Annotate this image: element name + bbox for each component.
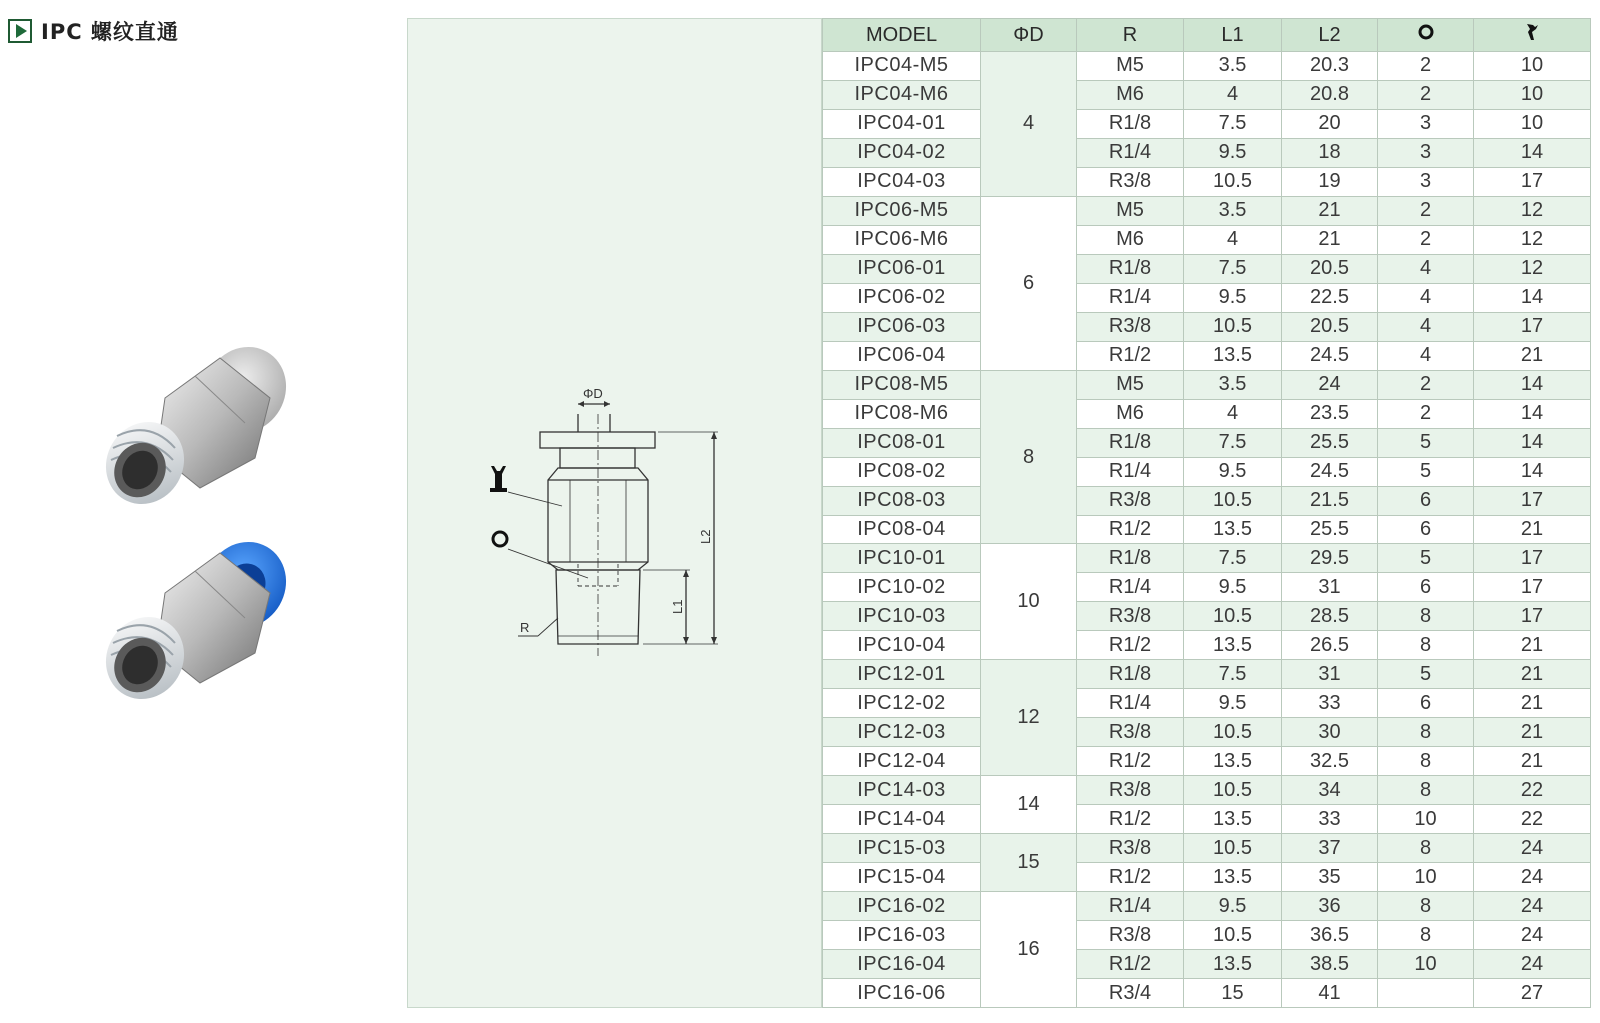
cell-l2: 20.5 bbox=[1282, 254, 1378, 283]
cell-l1: 10.5 bbox=[1184, 776, 1282, 805]
cell-o-ring: 2 bbox=[1378, 225, 1474, 254]
cell-diameter: 15 bbox=[981, 834, 1077, 892]
cell-model: IPC06-M6 bbox=[823, 225, 981, 254]
cell-thread: R3/8 bbox=[1077, 921, 1184, 950]
cell-l2: 31 bbox=[1282, 573, 1378, 602]
cell-model: IPC14-04 bbox=[823, 805, 981, 834]
cell-l1: 13.5 bbox=[1184, 747, 1282, 776]
cell-wrench: 21 bbox=[1474, 515, 1591, 544]
table-row bbox=[823, 602, 1591, 631]
cell-l2: 20 bbox=[1282, 109, 1378, 138]
cell-o-ring: 5 bbox=[1378, 544, 1474, 573]
cell-l2: 37 bbox=[1282, 834, 1378, 863]
table-row bbox=[823, 776, 1591, 805]
cell-l2: 26.5 bbox=[1282, 631, 1378, 660]
label-l1: L1 bbox=[670, 599, 685, 614]
table-row bbox=[823, 109, 1591, 138]
o-ring-icon bbox=[493, 532, 507, 546]
label-phi-d: ΦD bbox=[583, 386, 603, 401]
cell-l2: 24 bbox=[1282, 370, 1378, 399]
cell-l1: 9.5 bbox=[1184, 689, 1282, 718]
cell-l1: 7.5 bbox=[1184, 660, 1282, 689]
cell-l1: 4 bbox=[1184, 80, 1282, 109]
cell-wrench: 17 bbox=[1474, 544, 1591, 573]
cell-l1: 7.5 bbox=[1184, 428, 1282, 457]
cell-o-ring: 4 bbox=[1378, 283, 1474, 312]
cell-model: IPC08-02 bbox=[823, 457, 981, 486]
cell-thread: M5 bbox=[1077, 196, 1184, 225]
cell-thread: M6 bbox=[1077, 399, 1184, 428]
cell-model: IPC12-02 bbox=[823, 689, 981, 718]
cell-l2: 29.5 bbox=[1282, 544, 1378, 573]
cell-model: IPC08-M5 bbox=[823, 370, 981, 399]
cell-model: IPC08-03 bbox=[823, 486, 981, 515]
cell-o-ring: 6 bbox=[1378, 573, 1474, 602]
cell-o-ring: 8 bbox=[1378, 631, 1474, 660]
label-l2: L2 bbox=[698, 529, 713, 544]
cell-l1: 9.5 bbox=[1184, 573, 1282, 602]
cell-diameter: 12 bbox=[981, 660, 1077, 776]
cell-l2: 33 bbox=[1282, 805, 1378, 834]
cell-thread: R3/8 bbox=[1077, 776, 1184, 805]
cell-o-ring: 2 bbox=[1378, 370, 1474, 399]
table-row bbox=[823, 515, 1591, 544]
cell-l1: 13.5 bbox=[1184, 515, 1282, 544]
cell-wrench: 12 bbox=[1474, 254, 1591, 283]
cell-l2: 36 bbox=[1282, 892, 1378, 921]
cell-o-ring: 4 bbox=[1378, 312, 1474, 341]
table-row bbox=[823, 805, 1591, 834]
wrench-icon bbox=[490, 466, 507, 492]
cell-l1: 10.5 bbox=[1184, 167, 1282, 196]
cell-thread: R1/2 bbox=[1077, 341, 1184, 370]
cell-wrench: 14 bbox=[1474, 283, 1591, 312]
cell-thread: R1/4 bbox=[1077, 138, 1184, 167]
cell-l1: 4 bbox=[1184, 399, 1282, 428]
cell-wrench: 17 bbox=[1474, 167, 1591, 196]
cell-model: IPC06-01 bbox=[823, 254, 981, 283]
cell-l2: 24.5 bbox=[1282, 457, 1378, 486]
table-header-row bbox=[823, 19, 1591, 52]
cell-l1: 9.5 bbox=[1184, 892, 1282, 921]
cell-wrench: 21 bbox=[1474, 718, 1591, 747]
table-row bbox=[823, 254, 1591, 283]
cell-l2: 41 bbox=[1282, 979, 1378, 1008]
table-row bbox=[823, 689, 1591, 718]
table-body bbox=[823, 52, 1591, 1008]
cell-thread: R1/2 bbox=[1077, 863, 1184, 892]
cell-l1: 10.5 bbox=[1184, 602, 1282, 631]
cell-model: IPC10-04 bbox=[823, 631, 981, 660]
o-ring-icon bbox=[1417, 23, 1435, 41]
cell-o-ring: 4 bbox=[1378, 254, 1474, 283]
cell-l2: 31 bbox=[1282, 660, 1378, 689]
cell-wrench: 14 bbox=[1474, 428, 1591, 457]
cell-thread: R1/8 bbox=[1077, 660, 1184, 689]
cell-l2: 20.3 bbox=[1282, 52, 1378, 81]
cell-l1: 4 bbox=[1184, 225, 1282, 254]
table-row bbox=[823, 138, 1591, 167]
table-row bbox=[823, 573, 1591, 602]
cell-model: IPC10-01 bbox=[823, 544, 981, 573]
cell-wrench: 24 bbox=[1474, 921, 1591, 950]
cell-thread: R3/8 bbox=[1077, 312, 1184, 341]
cell-l2: 28.5 bbox=[1282, 602, 1378, 631]
cell-wrench: 27 bbox=[1474, 979, 1591, 1008]
cell-l2: 24.5 bbox=[1282, 341, 1378, 370]
cell-l2: 19 bbox=[1282, 167, 1378, 196]
cell-thread: M5 bbox=[1077, 370, 1184, 399]
cell-l2: 23.5 bbox=[1282, 399, 1378, 428]
cell-wrench: 10 bbox=[1474, 80, 1591, 109]
cell-l1: 3.5 bbox=[1184, 370, 1282, 399]
cell-o-ring: 5 bbox=[1378, 660, 1474, 689]
cell-o-ring: 8 bbox=[1378, 747, 1474, 776]
cell-model: IPC04-M5 bbox=[823, 52, 981, 81]
cell-model: IPC04-01 bbox=[823, 109, 981, 138]
cell-o-ring: 8 bbox=[1378, 834, 1474, 863]
cell-l1: 13.5 bbox=[1184, 341, 1282, 370]
cell-l2: 38.5 bbox=[1282, 950, 1378, 979]
cell-thread: M6 bbox=[1077, 225, 1184, 254]
cell-o-ring: 8 bbox=[1378, 718, 1474, 747]
cell-l1: 13.5 bbox=[1184, 863, 1282, 892]
table-row bbox=[823, 428, 1591, 457]
cell-diameter: 10 bbox=[981, 544, 1077, 660]
cell-model: IPC14-03 bbox=[823, 776, 981, 805]
cell-o-ring: 8 bbox=[1378, 921, 1474, 950]
cell-o-ring: 6 bbox=[1378, 689, 1474, 718]
cell-l2: 32.5 bbox=[1282, 747, 1378, 776]
fitting-grey-photo bbox=[95, 338, 302, 518]
cell-model: IPC12-04 bbox=[823, 747, 981, 776]
cell-wrench: 10 bbox=[1474, 109, 1591, 138]
spec-table-wrap bbox=[822, 18, 1590, 1008]
cell-model: IPC16-06 bbox=[823, 979, 981, 1008]
cell-l2: 21.5 bbox=[1282, 486, 1378, 515]
cell-wrench: 14 bbox=[1474, 138, 1591, 167]
cell-wrench: 14 bbox=[1474, 370, 1591, 399]
cell-thread: R1/4 bbox=[1077, 573, 1184, 602]
cell-l2: 20.8 bbox=[1282, 80, 1378, 109]
cell-o-ring: 2 bbox=[1378, 52, 1474, 81]
cell-wrench: 12 bbox=[1474, 196, 1591, 225]
cell-model: IPC16-02 bbox=[823, 892, 981, 921]
play-icon bbox=[8, 19, 32, 43]
cell-diameter: 4 bbox=[981, 52, 1077, 197]
table-row bbox=[823, 863, 1591, 892]
cell-wrench: 10 bbox=[1474, 52, 1591, 81]
table-row bbox=[823, 52, 1591, 81]
cell-thread: R3/8 bbox=[1077, 167, 1184, 196]
cell-l2: 21 bbox=[1282, 225, 1378, 254]
cell-wrench: 21 bbox=[1474, 689, 1591, 718]
cell-thread: R1/2 bbox=[1077, 950, 1184, 979]
table-row bbox=[823, 631, 1591, 660]
cell-diameter: 16 bbox=[981, 892, 1077, 1008]
cell-l1: 9.5 bbox=[1184, 283, 1282, 312]
cell-o-ring: 10 bbox=[1378, 805, 1474, 834]
table-row bbox=[823, 225, 1591, 254]
col-wrench bbox=[1474, 19, 1591, 52]
cell-model: IPC06-03 bbox=[823, 312, 981, 341]
cell-wrench: 17 bbox=[1474, 573, 1591, 602]
cell-model: IPC10-03 bbox=[823, 602, 981, 631]
col-model: MODEL bbox=[823, 19, 981, 52]
drawing-panel bbox=[407, 18, 822, 1008]
cell-l2: 21 bbox=[1282, 196, 1378, 225]
cell-o-ring: 10 bbox=[1378, 863, 1474, 892]
table-row bbox=[823, 660, 1591, 689]
cell-diameter: 6 bbox=[981, 196, 1077, 370]
fitting-blue-photo bbox=[95, 527, 302, 713]
col-diameter: ΦD bbox=[981, 19, 1077, 52]
cell-thread: M6 bbox=[1077, 80, 1184, 109]
cell-o-ring: 8 bbox=[1378, 892, 1474, 921]
cell-l1: 10.5 bbox=[1184, 718, 1282, 747]
section-header bbox=[8, 18, 179, 44]
cell-model: IPC16-04 bbox=[823, 950, 981, 979]
cell-thread: R1/8 bbox=[1077, 428, 1184, 457]
cell-model: IPC08-04 bbox=[823, 515, 981, 544]
cell-o-ring: 10 bbox=[1378, 950, 1474, 979]
cell-thread: R3/8 bbox=[1077, 718, 1184, 747]
cell-thread: M5 bbox=[1077, 52, 1184, 81]
cell-l1: 10.5 bbox=[1184, 486, 1282, 515]
cell-thread: R1/4 bbox=[1077, 283, 1184, 312]
cell-wrench: 22 bbox=[1474, 805, 1591, 834]
cell-wrench: 21 bbox=[1474, 631, 1591, 660]
table-row bbox=[823, 457, 1591, 486]
cell-l2: 36.5 bbox=[1282, 921, 1378, 950]
table-row bbox=[823, 834, 1591, 863]
table-row bbox=[823, 486, 1591, 515]
cell-o-ring: 3 bbox=[1378, 138, 1474, 167]
cell-thread: R1/2 bbox=[1077, 631, 1184, 660]
cell-model: IPC08-01 bbox=[823, 428, 981, 457]
cell-l2: 22.5 bbox=[1282, 283, 1378, 312]
cell-o-ring: 6 bbox=[1378, 486, 1474, 515]
cell-wrench: 12 bbox=[1474, 225, 1591, 254]
col-l1: L1 bbox=[1184, 19, 1282, 52]
cell-l1: 3.5 bbox=[1184, 196, 1282, 225]
cell-thread: R3/4 bbox=[1077, 979, 1184, 1008]
cell-l1: 7.5 bbox=[1184, 254, 1282, 283]
cell-wrench: 14 bbox=[1474, 399, 1591, 428]
cell-l1: 15 bbox=[1184, 979, 1282, 1008]
cell-l2: 30 bbox=[1282, 718, 1378, 747]
cell-l2: 20.5 bbox=[1282, 312, 1378, 341]
cell-model: IPC04-02 bbox=[823, 138, 981, 167]
cell-thread: R1/2 bbox=[1077, 515, 1184, 544]
cell-l1: 10.5 bbox=[1184, 312, 1282, 341]
cell-l1: 7.5 bbox=[1184, 109, 1282, 138]
product-photos bbox=[95, 338, 315, 728]
table-row bbox=[823, 718, 1591, 747]
cell-model: IPC12-01 bbox=[823, 660, 981, 689]
spec-table bbox=[822, 18, 1591, 1008]
cell-wrench: 21 bbox=[1474, 341, 1591, 370]
cell-o-ring: 2 bbox=[1378, 80, 1474, 109]
cell-thread: R3/8 bbox=[1077, 486, 1184, 515]
cell-o-ring: 6 bbox=[1378, 515, 1474, 544]
table-row bbox=[823, 979, 1591, 1008]
cell-o-ring bbox=[1378, 979, 1474, 1008]
cell-thread: R1/8 bbox=[1077, 109, 1184, 138]
cell-model: IPC04-M6 bbox=[823, 80, 981, 109]
cell-thread: R1/8 bbox=[1077, 544, 1184, 573]
cell-wrench: 17 bbox=[1474, 312, 1591, 341]
wrench-icon bbox=[1524, 23, 1540, 41]
col-l2: L2 bbox=[1282, 19, 1378, 52]
col-thread: R bbox=[1077, 19, 1184, 52]
cell-wrench: 24 bbox=[1474, 892, 1591, 921]
cell-o-ring: 3 bbox=[1378, 109, 1474, 138]
cell-o-ring: 3 bbox=[1378, 167, 1474, 196]
table-row bbox=[823, 283, 1591, 312]
cell-l1: 9.5 bbox=[1184, 138, 1282, 167]
table-row bbox=[823, 80, 1591, 109]
table-row bbox=[823, 370, 1591, 399]
cell-thread: R1/4 bbox=[1077, 689, 1184, 718]
cell-thread: R1/2 bbox=[1077, 747, 1184, 776]
cell-model: IPC15-03 bbox=[823, 834, 981, 863]
cell-thread: R1/2 bbox=[1077, 805, 1184, 834]
cell-o-ring: 8 bbox=[1378, 776, 1474, 805]
cell-l2: 34 bbox=[1282, 776, 1378, 805]
cell-wrench: 17 bbox=[1474, 602, 1591, 631]
cell-model: IPC15-04 bbox=[823, 863, 981, 892]
cell-wrench: 21 bbox=[1474, 747, 1591, 776]
cell-l2: 33 bbox=[1282, 689, 1378, 718]
cell-thread: R3/8 bbox=[1077, 602, 1184, 631]
cell-thread: R3/8 bbox=[1077, 834, 1184, 863]
cell-o-ring: 5 bbox=[1378, 428, 1474, 457]
cell-model: IPC06-04 bbox=[823, 341, 981, 370]
table-row bbox=[823, 747, 1591, 776]
cell-thread: R1/4 bbox=[1077, 457, 1184, 486]
cell-wrench: 14 bbox=[1474, 457, 1591, 486]
cell-model: IPC10-02 bbox=[823, 573, 981, 602]
page-title: IPC 螺纹直通 bbox=[41, 20, 179, 44]
table-row bbox=[823, 341, 1591, 370]
cell-o-ring: 2 bbox=[1378, 196, 1474, 225]
cell-l1: 3.5 bbox=[1184, 52, 1282, 81]
cell-wrench: 22 bbox=[1474, 776, 1591, 805]
cell-l2: 18 bbox=[1282, 138, 1378, 167]
cell-model: IPC06-02 bbox=[823, 283, 981, 312]
cell-model: IPC04-03 bbox=[823, 167, 981, 196]
table-row bbox=[823, 950, 1591, 979]
table-row bbox=[823, 892, 1591, 921]
label-r: R bbox=[520, 620, 530, 635]
technical-drawing bbox=[478, 374, 738, 664]
cell-o-ring: 2 bbox=[1378, 399, 1474, 428]
cell-wrench: 21 bbox=[1474, 660, 1591, 689]
cell-l1: 13.5 bbox=[1184, 950, 1282, 979]
table-row bbox=[823, 312, 1591, 341]
cell-l1: 7.5 bbox=[1184, 544, 1282, 573]
cell-l1: 9.5 bbox=[1184, 457, 1282, 486]
cell-l2: 25.5 bbox=[1282, 515, 1378, 544]
table-row bbox=[823, 167, 1591, 196]
cell-thread: R1/4 bbox=[1077, 892, 1184, 921]
table-row bbox=[823, 399, 1591, 428]
cell-o-ring: 4 bbox=[1378, 341, 1474, 370]
cell-diameter: 8 bbox=[981, 370, 1077, 544]
cell-l1: 10.5 bbox=[1184, 921, 1282, 950]
cell-l1: 10.5 bbox=[1184, 834, 1282, 863]
cell-model: IPC08-M6 bbox=[823, 399, 981, 428]
cell-diameter: 14 bbox=[981, 776, 1077, 834]
cell-model: IPC16-03 bbox=[823, 921, 981, 950]
cell-l1: 13.5 bbox=[1184, 805, 1282, 834]
cell-l2: 35 bbox=[1282, 863, 1378, 892]
cell-wrench: 24 bbox=[1474, 834, 1591, 863]
cell-model: IPC12-03 bbox=[823, 718, 981, 747]
cell-thread: R1/8 bbox=[1077, 254, 1184, 283]
cell-l2: 25.5 bbox=[1282, 428, 1378, 457]
cell-model: IPC06-M5 bbox=[823, 196, 981, 225]
cell-o-ring: 8 bbox=[1378, 602, 1474, 631]
cell-l1: 13.5 bbox=[1184, 631, 1282, 660]
table-row bbox=[823, 544, 1591, 573]
table-row bbox=[823, 921, 1591, 950]
table-row bbox=[823, 196, 1591, 225]
cell-wrench: 24 bbox=[1474, 950, 1591, 979]
cell-wrench: 24 bbox=[1474, 863, 1591, 892]
col-o-ring bbox=[1378, 19, 1474, 52]
cell-o-ring: 5 bbox=[1378, 457, 1474, 486]
cell-wrench: 17 bbox=[1474, 486, 1591, 515]
